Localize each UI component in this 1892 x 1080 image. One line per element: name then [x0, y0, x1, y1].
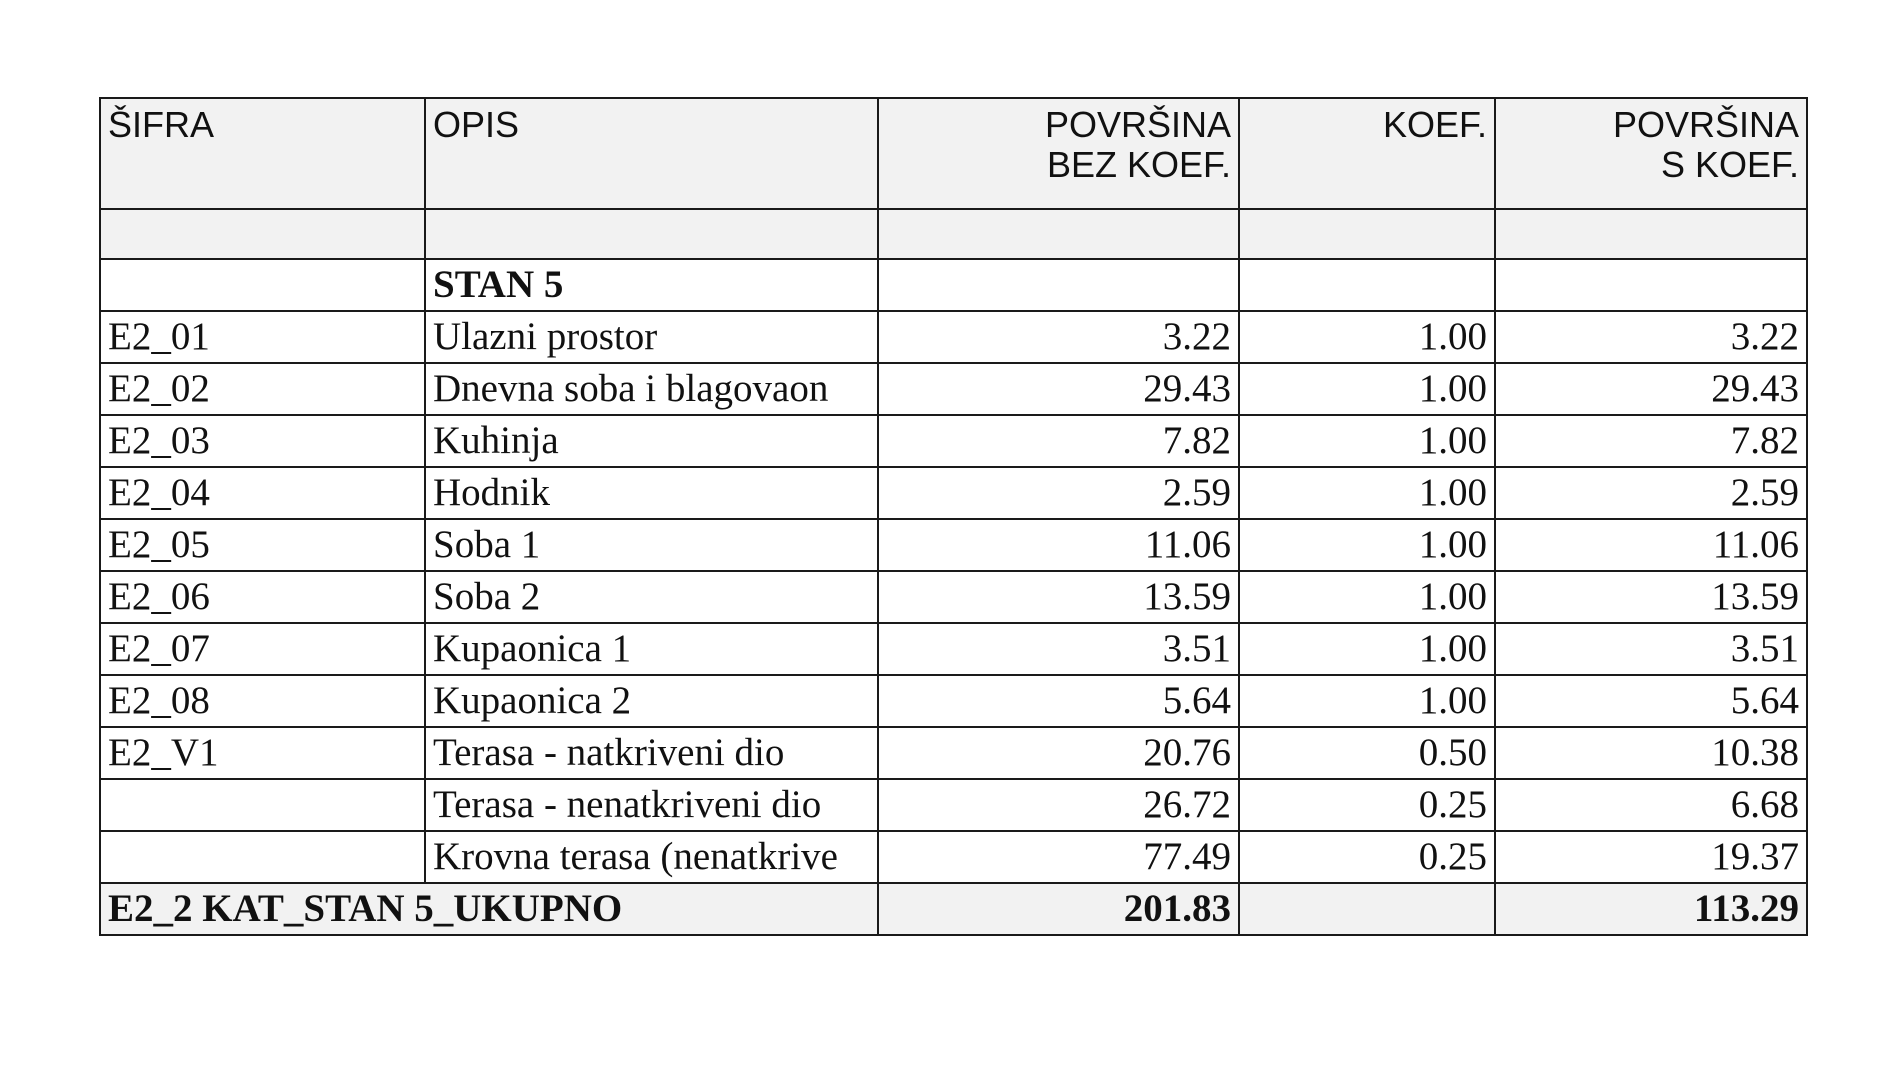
- cell-code: [100, 779, 425, 831]
- table-row: [100, 779, 1807, 831]
- cell-description: Soba 2: [425, 571, 878, 623]
- header-code: [100, 98, 425, 209]
- cell-area-with-coef: 5.64: [1495, 675, 1807, 727]
- table-row: [100, 519, 1807, 571]
- header-area-with-coef: [1495, 98, 1807, 209]
- cell-area-without-coef: 77.49: [878, 831, 1239, 883]
- cell-coefficient: 0.25: [1239, 779, 1495, 831]
- area-table: [99, 97, 1808, 936]
- cell-description: Terasa - natkriveni dio: [425, 727, 878, 779]
- table-row: [100, 675, 1807, 727]
- cell-code: E2_05: [100, 519, 425, 571]
- cell-coefficient: 1.00: [1239, 415, 1495, 467]
- cell-area-without-coef: 3.51: [878, 623, 1239, 675]
- total-area-without-coef: 201.83: [878, 883, 1239, 935]
- cell-area-with-coef: 19.37: [1495, 831, 1807, 883]
- cell-code: E2_04: [100, 467, 425, 519]
- cell-code: E2_V1: [100, 727, 425, 779]
- section-empty-cell: [1495, 259, 1807, 311]
- cell-code: E2_03: [100, 415, 425, 467]
- table-row: [100, 831, 1807, 883]
- cell-description: Dnevna soba i blagovaon: [425, 363, 878, 415]
- cell-area-without-coef: 7.82: [878, 415, 1239, 467]
- cell-coefficient: 1.00: [1239, 571, 1495, 623]
- cell-area-with-coef: 10.38: [1495, 727, 1807, 779]
- cell-area-without-coef: 2.59: [878, 467, 1239, 519]
- cell-code: E2_02: [100, 363, 425, 415]
- header-row: [100, 98, 1807, 209]
- blank-cell: [425, 209, 878, 259]
- total-coefficient-cell: [1239, 883, 1495, 935]
- cell-area-without-coef: 26.72: [878, 779, 1239, 831]
- cell-description: Krovna terasa (nenatkrive: [425, 831, 878, 883]
- cell-area-with-coef: 7.82: [1495, 415, 1807, 467]
- total-area-with-coef: 113.29: [1495, 883, 1807, 935]
- table-header: [100, 98, 1807, 209]
- cell-area-with-coef: 13.59: [1495, 571, 1807, 623]
- table-body: [100, 209, 1807, 935]
- header-coefficient-label: KOEF.: [1382, 104, 1487, 145]
- cell-area-without-coef: 13.59: [878, 571, 1239, 623]
- header-area-with-coef-line-2: S KOEF.: [1660, 144, 1799, 185]
- cell-coefficient: 1.00: [1239, 363, 1495, 415]
- cell-area-with-coef: 6.68: [1495, 779, 1807, 831]
- header-area-without-coef: [878, 98, 1239, 209]
- cell-coefficient: 1.00: [1239, 467, 1495, 519]
- cell-area-with-coef: 11.06: [1495, 519, 1807, 571]
- section-empty-cell: [1239, 259, 1495, 311]
- blank-row: [100, 209, 1807, 259]
- cell-description: Kupaonica 1: [425, 623, 878, 675]
- table-row: [100, 311, 1807, 363]
- cell-coefficient: 1.00: [1239, 519, 1495, 571]
- section-title: STAN 5: [425, 259, 878, 311]
- cell-description: Soba 1: [425, 519, 878, 571]
- cell-coefficient: 1.00: [1239, 623, 1495, 675]
- table-row: [100, 727, 1807, 779]
- header-code-label: ŠIFRA: [108, 104, 215, 145]
- cell-code: E2_07: [100, 623, 425, 675]
- blank-cell: [1495, 209, 1807, 259]
- cell-code: E2_06: [100, 571, 425, 623]
- blank-cell: [1239, 209, 1495, 259]
- header-coefficient: [1239, 98, 1495, 209]
- table-row: [100, 623, 1807, 675]
- cell-code: [100, 831, 425, 883]
- table-row: [100, 467, 1807, 519]
- total-label: E2_2 KAT_STAN 5_UKUPNO: [100, 883, 878, 935]
- total-row: [100, 883, 1807, 935]
- header-area-without-coef-line-2: BEZ KOEF.: [1046, 144, 1231, 185]
- section-row: [100, 259, 1807, 311]
- cell-description: Terasa - nenatkriveni dio: [425, 779, 878, 831]
- cell-area-without-coef: 5.64: [878, 675, 1239, 727]
- table-row: [100, 415, 1807, 467]
- table-row: [100, 571, 1807, 623]
- header-description-label: OPIS: [433, 104, 520, 145]
- cell-area-without-coef: 29.43: [878, 363, 1239, 415]
- cell-area-without-coef: 11.06: [878, 519, 1239, 571]
- cell-description: Hodnik: [425, 467, 878, 519]
- header-area-with-coef-line-1: POVRŠINA: [1612, 104, 1799, 145]
- cell-code: E2_01: [100, 311, 425, 363]
- cell-code: E2_08: [100, 675, 425, 727]
- cell-coefficient: 0.25: [1239, 831, 1495, 883]
- cell-area-without-coef: 3.22: [878, 311, 1239, 363]
- cell-coefficient: 1.00: [1239, 311, 1495, 363]
- header-area-without-coef-line-1: POVRŠINA: [1044, 104, 1231, 145]
- cell-area-without-coef: 20.76: [878, 727, 1239, 779]
- cell-area-with-coef: 3.51: [1495, 623, 1807, 675]
- cell-description: Kuhinja: [425, 415, 878, 467]
- blank-cell: [878, 209, 1239, 259]
- table-row: [100, 363, 1807, 415]
- cell-description: Kupaonica 2: [425, 675, 878, 727]
- blank-cell: [100, 209, 425, 259]
- cell-coefficient: 0.50: [1239, 727, 1495, 779]
- section-code-cell: [100, 259, 425, 311]
- cell-area-with-coef: 2.59: [1495, 467, 1807, 519]
- cell-coefficient: 1.00: [1239, 675, 1495, 727]
- section-empty-cell: [878, 259, 1239, 311]
- cell-area-with-coef: 29.43: [1495, 363, 1807, 415]
- cell-description: Ulazni prostor: [425, 311, 878, 363]
- header-description: [425, 98, 878, 209]
- cell-area-with-coef: 3.22: [1495, 311, 1807, 363]
